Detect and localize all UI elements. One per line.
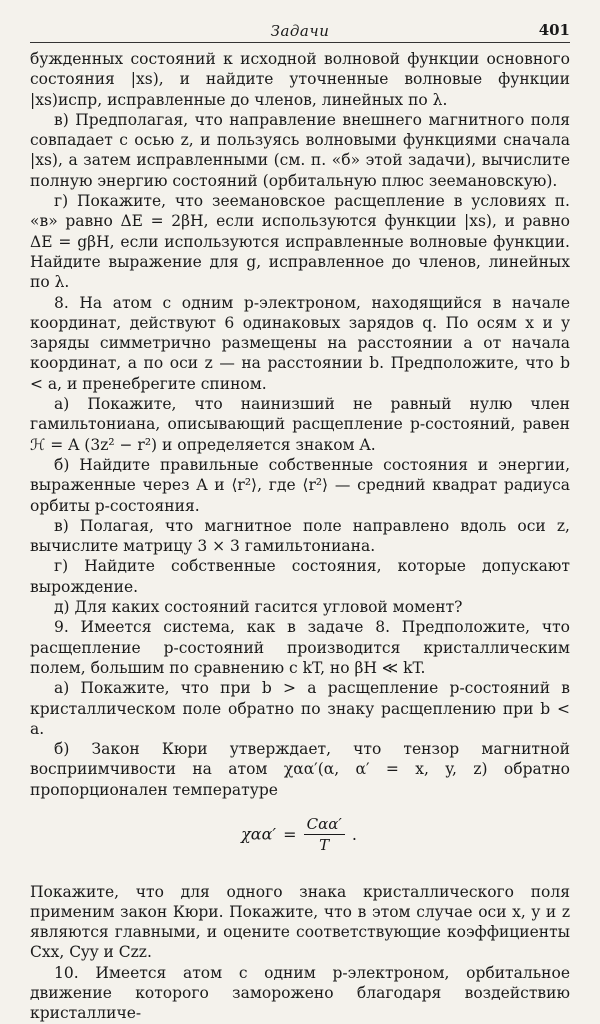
paragraph-problem-8: 8. На атом с одним p-электроном, находящийся в начале координат, действуют 6 одинаковых зарядов q. По осям x и y заряды симметрично размещены на расстоянии a от начала координат, а по оси z — на расстоянии b. Предположите, что b < a, и пренебрегите спином. (30, 293, 570, 393)
paragraph-7v: в) Предполагая, что направление внешнего магнитного поля совпадает с осью z, и пользуясь волновыми функциями сначала |xs), а затем исправленными (см. п. «б» этой задачи), вычислите полную энергию состояний (орбитальную плюс зеемановскую). (30, 110, 570, 190)
formula-denominator: T (319, 836, 330, 855)
page-number: 401 (538, 21, 570, 39)
body-text (30, 49, 570, 1024)
formula-equals: = (283, 824, 297, 844)
paragraph-9b: б) Закон Кюри утверждает, что тензор магнитной восприимчивости на атом χαα′(α, α′ = x, y, z) обратно пропорционален температуре (30, 740, 570, 799)
formula-lhs: χαα′ (241, 824, 276, 844)
paragraph-8v: в) Полагая, что магнитное поле направлено вдоль оси z, вычислите матрицу 3 × 3 гамильтониана. (30, 516, 570, 556)
paragraph-problem-10: 10. Имеется атом с одним p-электроном, орбитальное движение которого заморожено благодаря воздействию кристалличе- (30, 963, 570, 1023)
paragraph-9b-continued: Покажите, что для одного знака кристаллического поля применим закон Кюри. Покажите, что в этом случае оси x, y и z являются главными, и оцените соответствующие коэффициенты Cxx, Cyy и Czz. (30, 882, 570, 962)
running-header (30, 18, 570, 43)
paragraph-8a: а) Покажите, что наинизший не равный нулю член гамильтониана, описывающий расщепление p-состояний, равен ℋ = A (3z² − r²) и определяется знаком A. (30, 395, 570, 454)
paragraph-problem-9: 9. Имеется система, как в задаче 8. Предположите, что расщепление p-состояний производится кристаллическим полем, большим по сравнению с kT, но βH ≪ kT. (30, 618, 570, 677)
book-page (30, 18, 570, 1024)
paragraph-continuation: бужденных состояний к исходной волновой функции основного состояния |xs), и найдите уточненные волновые функции |xs)испр, исправленные до членов, линейных по λ. (30, 50, 570, 109)
paragraph-8g: г) Найдите собственные состояния, которые допускают вырождение. (30, 557, 570, 596)
paragraph-8d: д) Для каких состояний гасится угловой момент? (54, 598, 463, 617)
formula-numerator: Cαα′ (304, 814, 345, 835)
curie-law-formula (30, 814, 570, 856)
paragraph-8b: б) Найдите правильные собственные состояния и энергии, выраженные через A и ⟨r²⟩, где ⟨r²⟩ — средний квадрат радиуса орбиты p-состояния. (30, 455, 570, 515)
formula-period: . (351, 824, 357, 844)
formula-fraction (304, 814, 345, 856)
running-title: Задачи (270, 22, 330, 40)
paragraph-9a: а) Покажите, что при b > a расщепление p-состояний в кристаллическом поле обратно по знаку расщеплению при b < a. (30, 679, 570, 738)
paragraph-7g: г) Покажите, что зеемановское расщепление в условиях п. «в» равно ΔE = 2βH, если используются функции |xs), и равно ΔE = gβH, если используются исправленные волновые функции. Найдите выражение для g, исправленное до членов, линейных по λ. (30, 192, 570, 292)
